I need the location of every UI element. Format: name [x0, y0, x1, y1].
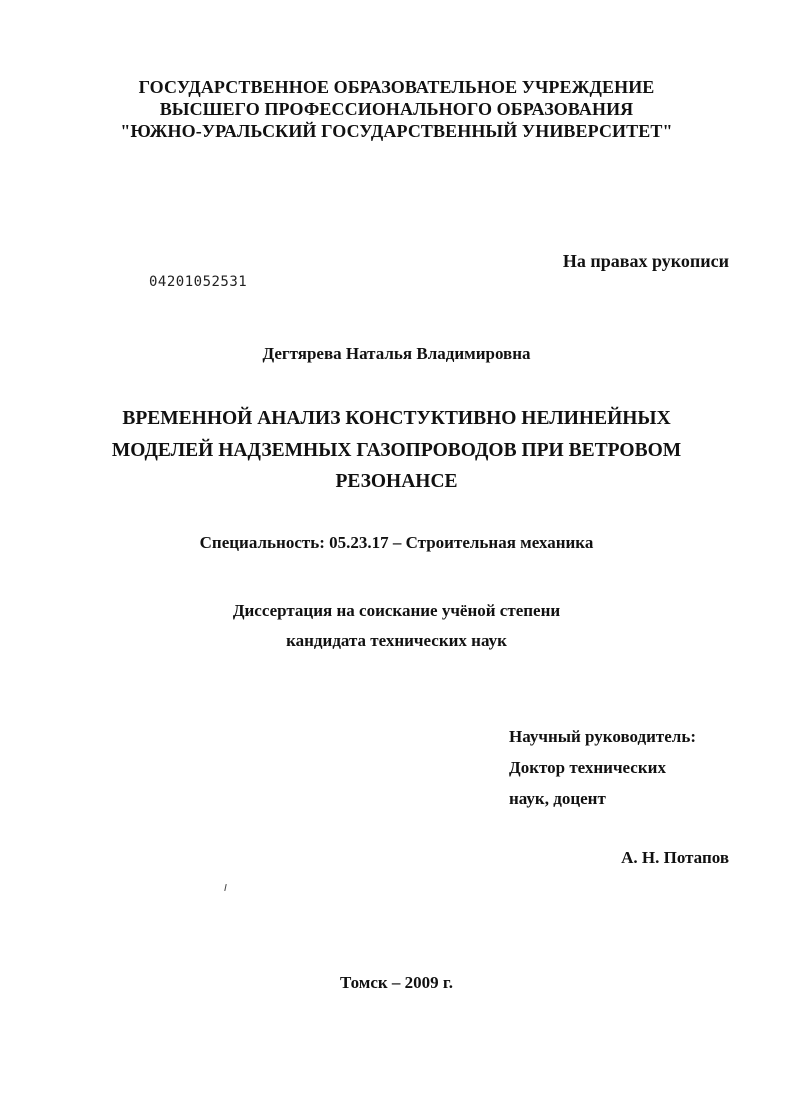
institution-header: [0, 76, 793, 142]
city-year: Томск – 2009 г.: [340, 973, 453, 992]
dissertation-degree: [0, 596, 793, 656]
document-number: 04201052531: [149, 274, 248, 290]
supervisor-block: [509, 721, 696, 814]
manuscript-rights-note: На правах рукописи: [562, 251, 729, 271]
degree-line-2: кандидата технических наук: [286, 631, 507, 650]
supervisor-label: Научный руководитель:: [509, 727, 696, 746]
author-name: Дегтярева Наталья Владимировна: [262, 344, 531, 363]
dissertation-title: [0, 403, 793, 498]
supervisor-name: А. Н. Потапов: [621, 848, 729, 867]
title-line-2: МОДЕЛЕЙ НАДЗЕМНЫХ ГАЗОПРОВОДОВ ПРИ ВЕТРОВОМ: [111, 439, 682, 461]
specialty-line: Специальность: 05.23.17 – Строительная механика: [199, 533, 594, 552]
institution-line-3: "ЮЖНО-УРАЛЬСКИЙ ГОСУДАРСТВЕННЫЙ УНИВЕРСИТЕТ": [120, 121, 673, 141]
scan-artifact-mark: [224, 884, 226, 891]
degree-line-1: Диссертация на соискание учёной степени: [232, 601, 561, 620]
institution-line-1: ГОСУДАРСТВЕННОЕ ОБРАЗОВАТЕЛЬНОЕ УЧРЕЖДЕНИЕ: [138, 77, 655, 97]
title-line-3: РЕЗОНАНСЕ: [335, 471, 458, 492]
title-line-1: ВРЕМЕННОЙ АНАЛИЗ КОНСТУКТИВНО НЕЛИНЕЙНЫХ: [122, 408, 671, 429]
supervisor-degree-line-1: Доктор технических: [509, 758, 666, 777]
institution-line-2: ВЫСШЕГО ПРОФЕССИОНАЛЬНОГО ОБРАЗОВАНИЯ: [159, 99, 634, 119]
supervisor-degree-line-2: наук, доцент: [509, 789, 606, 808]
